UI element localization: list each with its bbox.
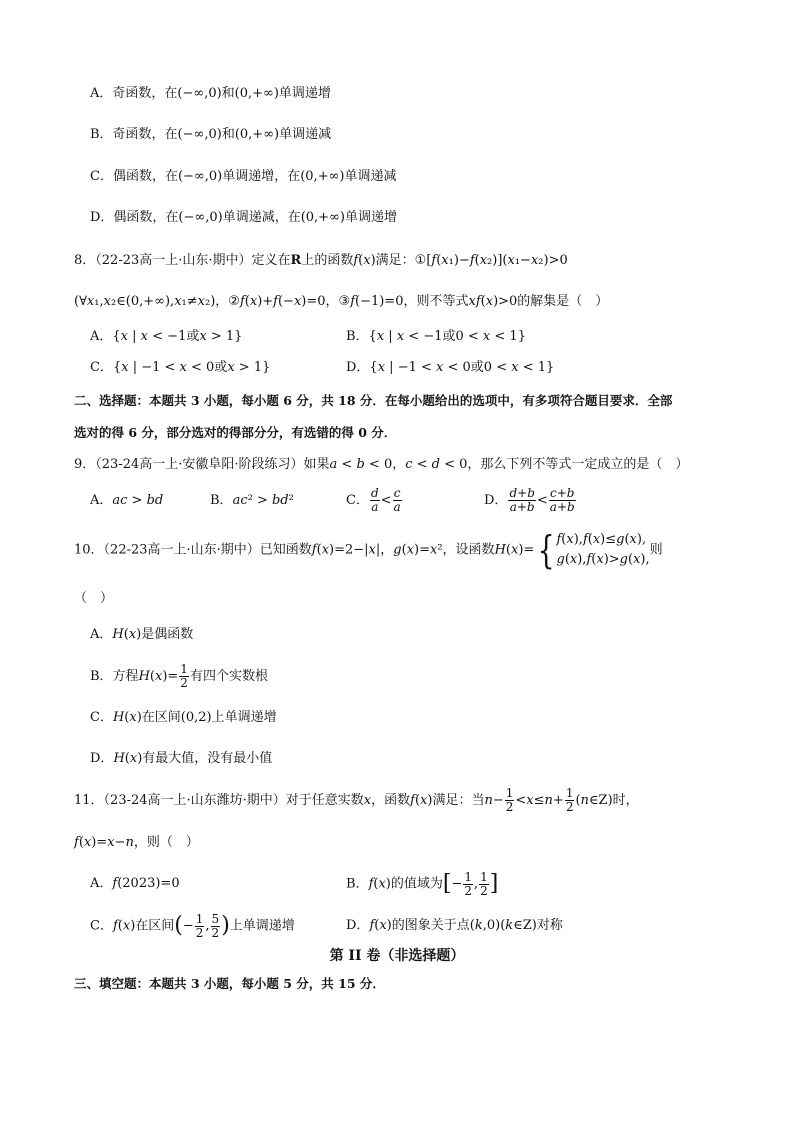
section3-heading: 三、填空题：本题共 3 小题，每小题 5 分，共 15 分． bbox=[74, 976, 385, 991]
q10-option-d: D．H(x)有最大值，没有最小值 bbox=[90, 751, 273, 766]
part2-title: 第 II 卷（非选择题） bbox=[329, 948, 465, 964]
q11-option-a: A．f(2023)=0 bbox=[90, 876, 180, 891]
q9-option-b: B．ac² > bd² bbox=[210, 493, 294, 508]
q9-option-c: C． $\frac{d}{a}$ < $\frac{c}{a}$ bbox=[346, 486, 401, 514]
q7-option-c: C．偶函数，在(−∞,0)单调递增，在(0,+∞)单调递减 bbox=[90, 169, 397, 184]
q10-option-c: C．H(x)在区间(0,2)上单调递增 bbox=[90, 710, 277, 725]
q10-option-a: A．H(x)是偶函数 bbox=[90, 627, 194, 642]
q8-stem-line1: 8．（22-23高一上·山东·期中）定义在R上的函数f(x)满足：①[f(x₁)−f(x₂)](x₁−x₂)>0 bbox=[74, 253, 568, 268]
q8-stem-line2: (∀x₁,x₂∈(0,+∞),x₁≠x₂)，②f(x)+f(−x)=0，③f(−1)=0，则不等式xf(x)>0的解集是（ ） bbox=[74, 294, 609, 309]
q11-option-d: D．f(x)的图象关于点(k,0)(k∈Z)对称 bbox=[346, 918, 563, 933]
q8-option-a: A．{x | x < −1或x > 1} bbox=[90, 329, 243, 344]
q9-option-a: A．ac > bd bbox=[90, 493, 164, 508]
q10-stem: 10．（22-23高一上·山东·期中）已知函数f(x)=2−|x|，g(x)=x²，设函数H(x)={ f(x),f(x)≤g(x), g(x),f(x)>g(x), 则 bbox=[74, 528, 663, 572]
section2-line2: 选对的得 6 分，部分选对的得部分分，有选错的得 0 分． bbox=[74, 425, 397, 440]
q8-option-c: C．{x | −1 < x < 0或x > 1} bbox=[90, 360, 271, 375]
q9-stem: 9．（23-24高一上·安徽阜阳·阶段练习）如果a < b < 0，c < d < 0，那么下列不等式一定成立的是（ ） bbox=[74, 457, 689, 472]
q10-option-b: B．方程H(x)= $\frac{1}{2}$ 有四个实数根 bbox=[90, 662, 268, 690]
q8-option-b: B．{x | x < −1或0 < x < 1} bbox=[346, 329, 526, 344]
q11-option-b: B．f(x)的值域为[− $\frac{1}{2}$ , $\frac{1}{2}$ ] bbox=[346, 869, 499, 898]
section2-line1: 二、选择题：本题共 3 小题，每小题 6 分，共 18 分．在每小题给出的选项中，有多项符合题目要求．全部 bbox=[74, 393, 673, 408]
q8-option-d: D．{x | −1 < x < 0或0 < x < 1} bbox=[346, 360, 555, 375]
q7-option-b: B．奇函数，在(−∞,0)和(0,+∞)单调递减 bbox=[90, 127, 332, 142]
q10-paren: （ ） bbox=[74, 591, 114, 606]
q9-option-d: D． $\frac{d+b}{a+b}$ < $\frac{c+b}{a+b}$ bbox=[484, 486, 575, 514]
q11-stem: 11．（23-24高一上·山东潍坊·期中）对于任意实数x，函数f(x)满足：当n− $\frac{1}{2}$ <x≤n+ $\frac{1}{2}$ (n∈Z)时， bbox=[74, 786, 639, 814]
q7-option-a: A．奇函数，在(−∞,0)和(0,+∞)单调递增 bbox=[90, 86, 331, 101]
q11-stem-line2: f(x)=x−n，则（ ） bbox=[74, 835, 199, 850]
q7-option-d: D．偶函数，在(−∞,0)单调递减，在(0,+∞)单调递增 bbox=[90, 210, 397, 225]
q11-option-c: C．f(x)在区间(− $\frac{1}{2}$ , $\frac{5}{2}$ )上单调递增 bbox=[90, 911, 295, 940]
